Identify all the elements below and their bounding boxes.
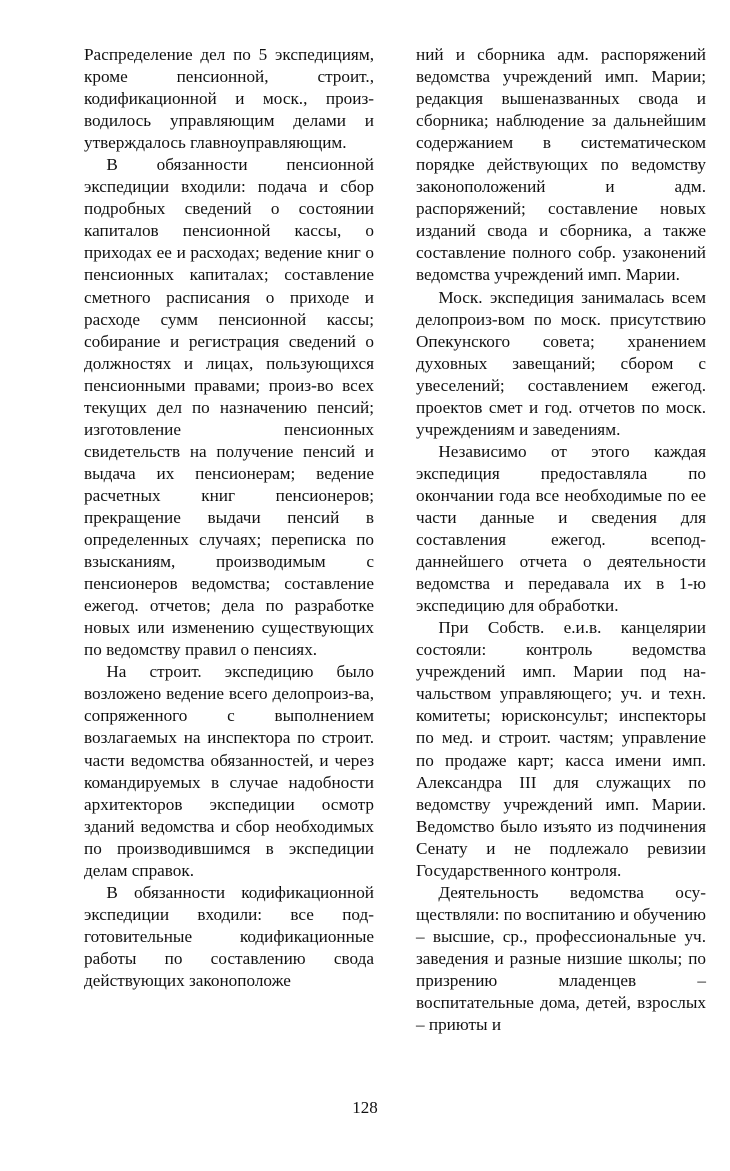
paragraph-expedition-distribution: Распределение дел по 5 экспедициям, кроме пенсионной, строит., кодификационной и моск., производилось управляющим делами и утверждалось главноуправляющим. <box>84 45 374 153</box>
paragraph-codification-continued: ний и сборника адм. распоряжений ведомства учреждений имп. Марии; редакция вышеназванных свода и сборника; наблюдение за дальнейшим содержанием в систематическом порядке действующих по ведомству законоположений и адм. распоряжений; составление новых изданий свода и сборника, а также составление полного собр. узаконений ведомства учреждений имп. Марии. <box>416 45 706 285</box>
page-number: 128 <box>352 1098 378 1117</box>
paragraph-annual-report: Независимо от этого каждая экспедиция предоставляла по окончании года все необходимые по ее части данные и сведения для составления ежегод. всеподданнейшего отчета о деятельности ведомства и передавала их в 1-ю экспедицию для обработки. <box>416 441 706 616</box>
paragraph-moscow-expedition: Моск. экспедиция занималась всем делопроиз-вом по моск. присутствию Опекунского совета; хранением духовных завещаний; сбором с увеселений; составлением ежегод. проектов смет и год. отчетов по моск. учреждениям и заведениям. <box>416 287 706 439</box>
right-text-column <box>416 44 706 1036</box>
left-text-column <box>84 44 374 992</box>
paragraph-pension-expedition: В обязанности пенсионной экспедиции входили: подача и сбор подробных сведений о состоянии капиталов пенсионной кассы, о приходах ее и расходах; ведение книг о пенсионных капиталах; составление сметного расписания о приходе и расходе сумм пенсионной кассы; собирание и регистрация сведений о должностях и лицах, пользующихся пенсионными правами; произ-во всех текущих дел по назначению пенсий; изготовление пенсионных свидетельств на получение пенсий и выдача их пенсионерам; ведение расчетных книг пенсионеров; прекращение выдачи пенсий в определенных случаях; переписка по взысканиям, производимым с пенсионеров ведомства; составление ежегод. отчетов; дела по разработке новых или изменению существующих по ведомству правил о пенсиях. <box>84 155 374 660</box>
paragraph-codification-expedition: В обязанности кодификационной экспедиции входили: все подготовительные кодификационные работы по составлению свода действующих законоположе <box>84 882 374 990</box>
paragraph-department-activities: Деятельность ведомства осуществляли: по воспитанию и обучению – высшие, ср., профессиональные уч. заведения и разные низшие школы; по призрению младенцев – воспитательные дома, детей, взрослых – приюты и <box>416 882 706 1035</box>
paragraph-construction-expedition: На строит. экспедицию было возложено ведение всего делопроиз-ва, сопряженного с выполнением возлагаемых на инспектора по строит. части ведомства обязанностей, и через командируемых в случае надобности архитекторов экспедиции осмотр зданий ведомства и сбор необходимых по производившимся в экспедиции делам справок. <box>84 662 374 880</box>
paragraph-chancellery-bodies: При Собств. е.и.в. канцелярии состояли: контроль ведомства учреждений имп. Марии под начальством управляющего; уч. и техн. комитеты; юрисконсульт; инспекторы по мед. и строит. частям; управление по продаже карт; касса имени имп. Александра III для служащих по ведомству учреждений имп. Марии. Ведомство было изъято из подчинения Сенату и не подлежало ревизии Государственного контроля. <box>416 618 706 880</box>
